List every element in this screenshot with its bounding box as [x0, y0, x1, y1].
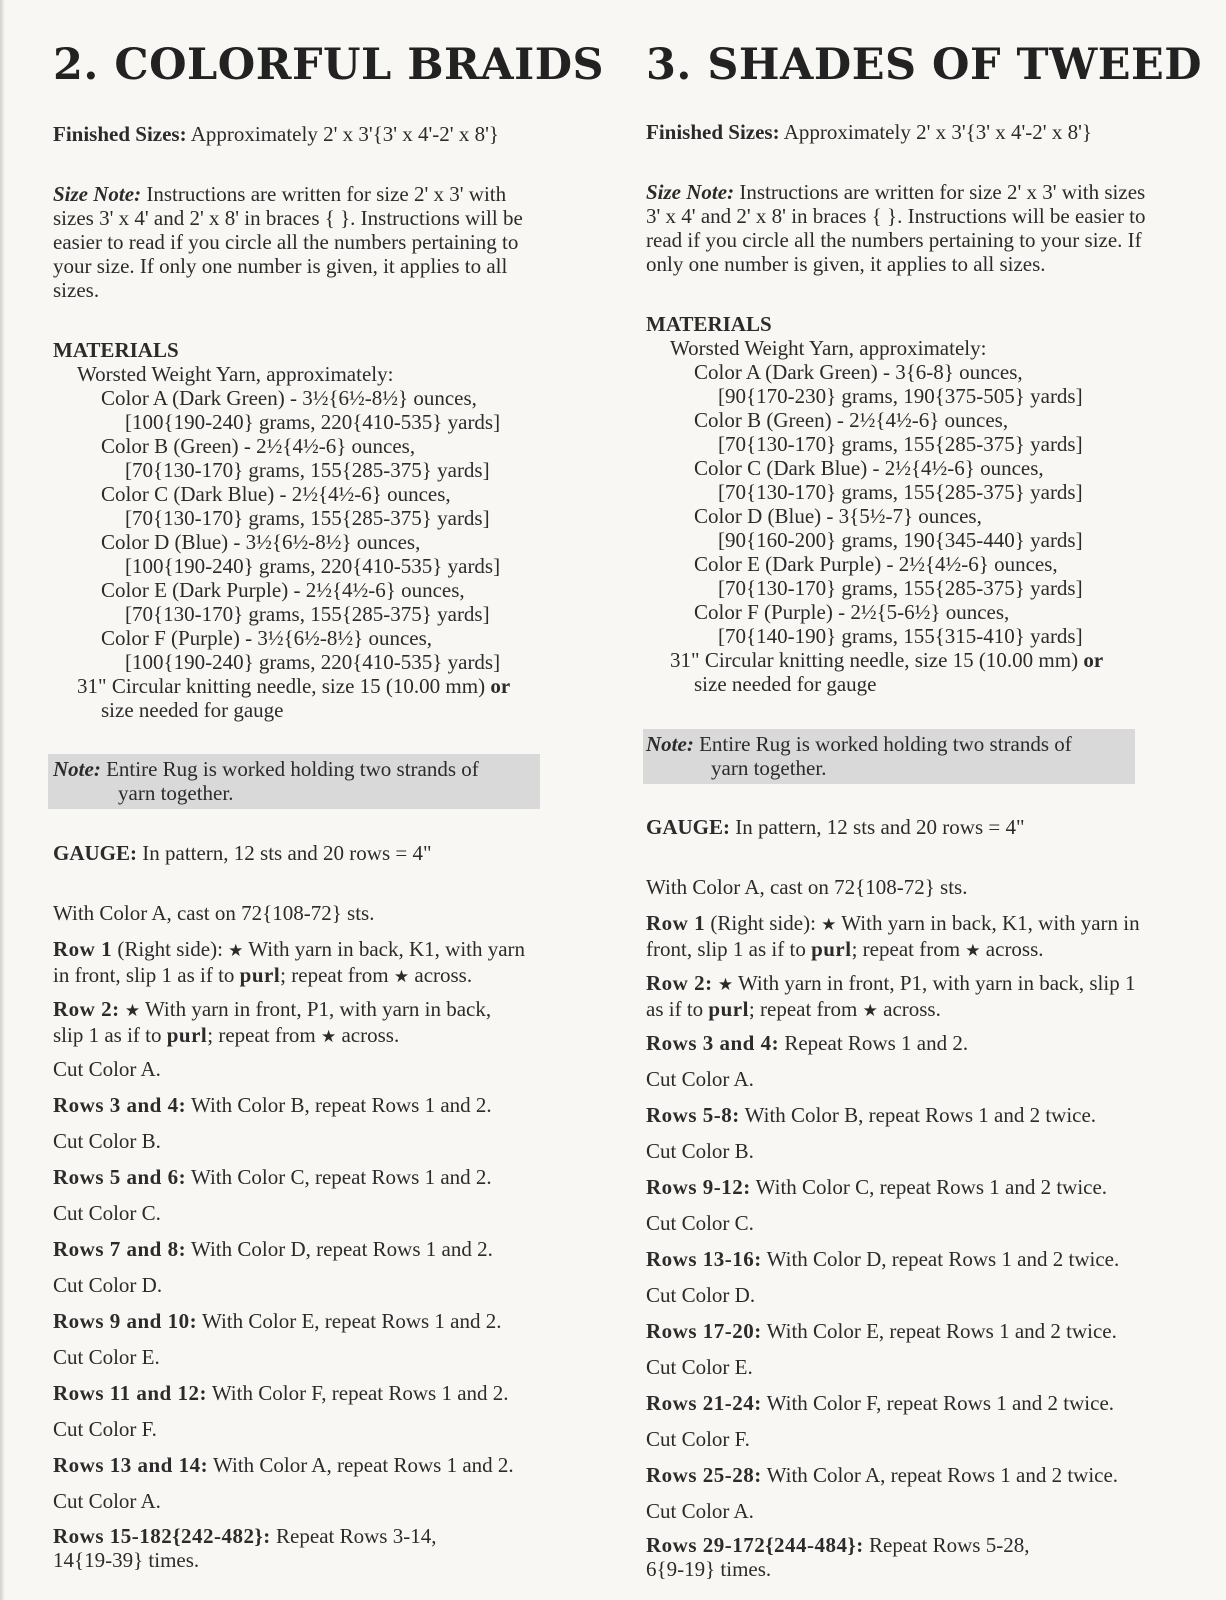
materials-line: Color C (Dark Blue) - 2½{4½-6} ounces, — [101, 482, 451, 506]
materials-list — [646, 336, 1103, 696]
row-step: Rows 5-8: With Color B, repeat Rows 1 and 2 twice. — [646, 1103, 1097, 1127]
star-icon: ★ — [965, 941, 981, 960]
materials-line: [70{130-170} grams, 155{285-375} yards] — [125, 506, 490, 530]
cut-color-step: Cut Color D. — [646, 1283, 756, 1307]
star-icon: ★ — [821, 915, 837, 934]
materials-line: [70{140-190} grams, 155{315-410} yards] — [718, 624, 1083, 648]
materials-line: [70{130-170} grams, 155{285-375} yards] — [125, 458, 490, 482]
materials-line: size needed for gauge — [694, 672, 877, 696]
row-step: Rows 5 and 6: With Color C, repeat Rows 1 and 2. — [53, 1165, 492, 1189]
materials-line: 31" Circular knitting needle, size 15 (10.00 mm) or — [77, 674, 511, 698]
row-1-instruction: Row 1 (Right side): ★ With yarn in back, K1, with yarn in front, slip 1 as if to purl; repeat from ★ across. — [646, 911, 1140, 961]
materials-line: [70{130-170} grams, 155{285-375} yards] — [125, 602, 490, 626]
row-1-instruction: Row 1 (Right side): ★ With yarn in back, K1, with yarn in front, slip 1 as if to purl; repeat from ★ across. — [53, 937, 526, 987]
materials-line: Color B (Green) - 2½{4½-6} ounces, — [694, 408, 1009, 432]
cast-on-instruction: With Color A, cast on 72{108-72} sts. — [53, 901, 375, 925]
step-list — [646, 1031, 1119, 1535]
row-step: Rows 9 and 10: With Color E, repeat Rows 1 and 2. — [53, 1309, 502, 1333]
cut-color-step: Cut Color A. — [646, 1067, 754, 1091]
pattern-title: 3. SHADES OF TWEED — [646, 40, 1203, 90]
row-step: Rows 3 and 4: Repeat Rows 1 and 2. — [646, 1031, 969, 1055]
step-list — [53, 1057, 514, 1525]
cut-color-step: Cut Color E. — [646, 1355, 753, 1379]
cut-color-step: Cut Color F. — [53, 1417, 157, 1441]
row-step: Rows 3 and 4: With Color B, repeat Rows 1 and 2. — [53, 1093, 492, 1117]
cut-color-step: Cut Color A. — [53, 1489, 161, 1513]
materials-line: [70{130-170} grams, 155{285-375} yards] — [718, 432, 1083, 456]
materials-line: [100{190-240} grams, 220{410-535} yards] — [125, 650, 501, 674]
cut-color-step: Cut Color B. — [53, 1129, 161, 1153]
materials-section — [646, 312, 1103, 696]
materials-line: Color B (Green) - 2½{4½-6} ounces, — [101, 434, 416, 458]
row-step: Rows 25-28: With Color A, repeat Rows 1 and 2 twice. — [646, 1463, 1119, 1487]
materials-line: Color C (Dark Blue) - 2½{4½-6} ounces, — [694, 456, 1044, 480]
materials-line: [70{130-170} grams, 155{285-375} yards] — [718, 576, 1083, 600]
row-2-instruction: Row 2: ★ With yarn in front, P1, with yarn in back, slip 1 as if to purl; repeat from ★ across. — [53, 997, 492, 1047]
materials-line: Color F (Purple) - 3½{6½-8½} ounces, — [101, 626, 433, 650]
materials-line: [90{170-230} grams, 190{375-505} yards] — [718, 384, 1083, 408]
materials-heading: MATERIALS — [53, 338, 179, 362]
size-note: Size Note: Instructions are written for size 2' x 3' with sizes 3' x 4' and 2' x 8' in braces { }. Instructions will be easier to read if you circle all the numbers pertaining to your size. If only one number is given, it applies to all sizes. — [53, 182, 523, 302]
final-rows-instruction: Rows 15-182{242-482}: Repeat Rows 3-14, 14{19-39} times. — [53, 1524, 437, 1572]
row-step: Rows 13-16: With Color D, repeat Rows 1 and 2 twice. — [646, 1247, 1120, 1271]
pattern-title: 2. COLORFUL BRAIDS — [53, 40, 605, 90]
row-step: Rows 9-12: With Color C, repeat Rows 1 and 2 twice. — [646, 1175, 1108, 1199]
cut-color-step: Cut Color C. — [53, 1201, 161, 1225]
materials-list — [53, 362, 510, 722]
cut-color-step: Cut Color A. — [646, 1499, 754, 1523]
star-icon: ★ — [717, 975, 734, 994]
materials-line: Color F (Purple) - 2½{5-6½} ounces, — [694, 600, 1010, 624]
materials-line: [100{190-240} grams, 220{410-535} yards] — [125, 410, 501, 434]
star-icon: ★ — [124, 1001, 141, 1020]
materials-line: 31" Circular knitting needle, size 15 (10.00 mm) or — [670, 648, 1104, 672]
materials-line: Worsted Weight Yarn, approximately: — [670, 336, 987, 360]
cut-color-step: Cut Color B. — [646, 1139, 754, 1163]
materials-line: Color E (Dark Purple) - 2½{4½-6} ounces, — [101, 578, 465, 602]
materials-line: size needed for gauge — [101, 698, 284, 722]
gauge: GAUGE: In pattern, 12 sts and 20 rows = 4" — [646, 815, 1025, 839]
row-step: Rows 17-20: With Color E, repeat Rows 1 and 2 twice. — [646, 1319, 1117, 1343]
gauge: GAUGE: In pattern, 12 sts and 20 rows = 4" — [53, 841, 432, 865]
materials-line: Color A (Dark Green) - 3½{6½-8½} ounces, — [101, 386, 477, 410]
star-icon: ★ — [393, 967, 410, 986]
page-edge-shadow — [0, 0, 5, 1600]
materials-line: [70{130-170} grams, 155{285-375} yards] — [718, 480, 1083, 504]
materials-heading: MATERIALS — [646, 312, 772, 336]
cut-color-step: Cut Color A. — [53, 1057, 161, 1081]
cast-on-instruction: With Color A, cast on 72{108-72} sts. — [646, 875, 968, 899]
star-icon: ★ — [228, 941, 244, 960]
star-icon: ★ — [862, 1001, 878, 1020]
cut-color-step: Cut Color D. — [53, 1273, 163, 1297]
finished-sizes: Finished Sizes: Approximately 2' x 3'{3' x 4'-2' x 8'} — [53, 122, 499, 146]
materials-line: Color D (Blue) - 3½{6½-8½} ounces, — [101, 530, 421, 554]
finished-sizes: Finished Sizes: Approximately 2' x 3'{3' x 4'-2' x 8'} — [646, 120, 1092, 144]
materials-line: [100{190-240} grams, 220{410-535} yards] — [125, 554, 501, 578]
materials-line: [90{160-200} grams, 190{345-440} yards] — [718, 528, 1083, 552]
materials-line: Color A (Dark Green) - 3{6-8} ounces, — [694, 360, 1023, 384]
cut-color-step: Cut Color E. — [53, 1345, 160, 1369]
materials-line: Color E (Dark Purple) - 2½{4½-6} ounces, — [694, 552, 1058, 576]
note-box: Note: Entire Rug is worked holding two strands of yarn together. — [643, 729, 1135, 784]
row-step: Rows 21-24: With Color F, repeat Rows 1 and 2 twice. — [646, 1391, 1115, 1415]
materials-section — [53, 338, 510, 722]
row-step: Rows 13 and 14: With Color A, repeat Rows 1 and 2. — [53, 1453, 514, 1477]
note-box: Note: Entire Rug is worked holding two strands of yarn together. — [48, 754, 540, 809]
row-step: Rows 11 and 12: With Color F, repeat Rows 1 and 2. — [53, 1381, 509, 1405]
row-step: Rows 7 and 8: With Color D, repeat Rows 1 and 2. — [53, 1237, 493, 1261]
star-icon: ★ — [320, 1027, 337, 1046]
cut-color-step: Cut Color F. — [646, 1427, 750, 1451]
row-2-instruction: Row 2: ★ With yarn in front, P1, with yarn in back, slip 1 as if to purl; repeat from ★ across. — [646, 971, 1136, 1021]
final-rows-instruction: Rows 29-172{244-484}: Repeat Rows 5-28, 6{9-19} times. — [646, 1533, 1030, 1581]
size-note: Size Note: Instructions are written for size 2' x 3' with sizes 3' x 4' and 2' x 8' in braces { }. Instructions will be easier to read if you circle all the numbers pertaining to your size. If only one number is given, it applies to all sizes. — [646, 180, 1146, 276]
cut-color-step: Cut Color C. — [646, 1211, 754, 1235]
materials-line: Worsted Weight Yarn, approximately: — [77, 362, 394, 386]
materials-line: Color D (Blue) - 3{5½-7} ounces, — [694, 504, 982, 528]
